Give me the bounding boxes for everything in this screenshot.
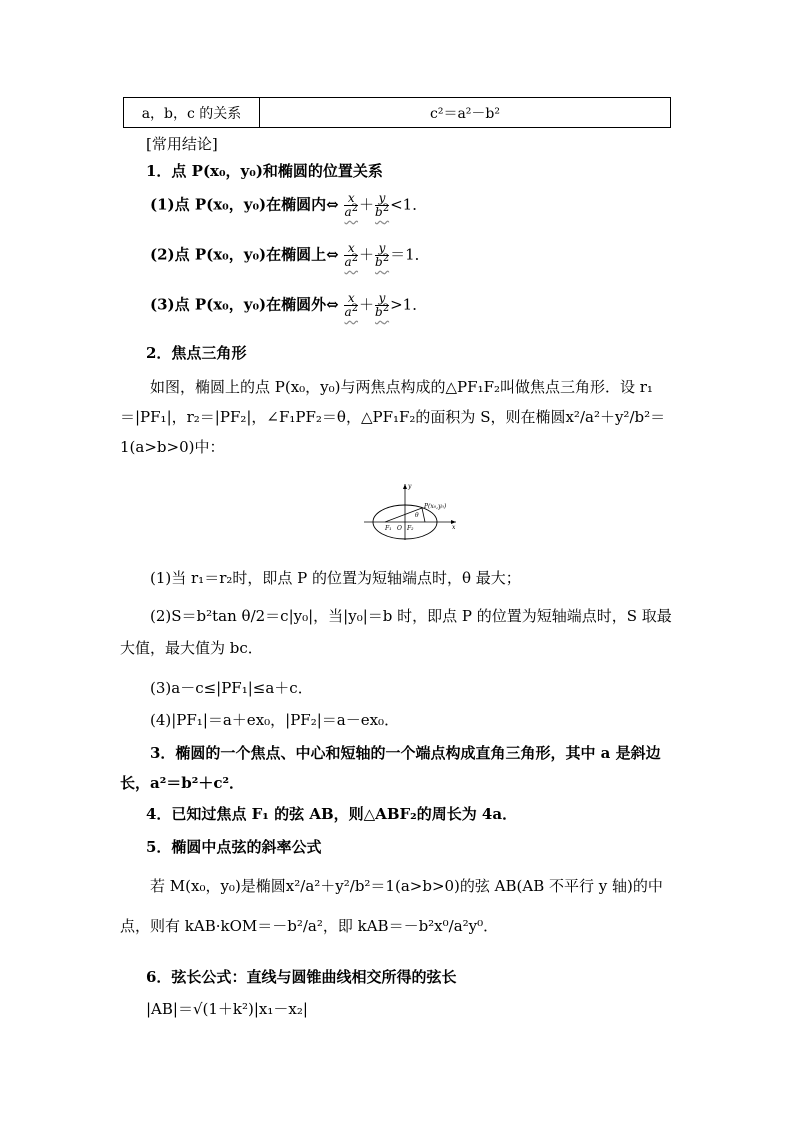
conclusion-5-title: 5．椭圆中点弦的斜率公式 — [146, 838, 322, 856]
conclusion-2-item-2: (2)S＝b²tan θ/2＝c|y₀|，当|y₀|＝b 时，即点 P 的位置为短轴端点时，S 取最大值，最大值为 bc． — [120, 607, 672, 657]
item-relation: <1． — [390, 195, 428, 214]
fraction-y-b2: $\frac{y}{b^2}$ — [375, 241, 390, 269]
table-row — [124, 98, 671, 128]
y-axis-label: y — [408, 483, 412, 490]
conclusion-2-title: 2．焦点三角形 — [146, 344, 247, 362]
chord-length-formula: |AB|＝√(1＋k²)|x₁－x₂| — [146, 1000, 308, 1018]
fraction-x-a2: $\frac{x}{a^2}$ — [344, 291, 359, 319]
origin-label: O — [397, 525, 402, 532]
item-label: (2)点 P(x₀，y₀)在椭圆上⇔ — [150, 245, 339, 264]
fraction-x-a2: $\frac{x}{a^2}$ — [344, 191, 359, 219]
f1-label: F₁ — [385, 525, 392, 532]
conclusion-2-intro: 如图，椭圆上的点 P(x₀，y₀)与两焦点构成的△PF₁F₂叫做焦点三角形．设 r₁＝|PF₁|，r₂＝|PF₂|，∠F₁PF₂＝θ，△PF₁F₂的面积为 S，则在椭圆x²/a²＋y²/b²＝1(a>b>0)中： — [120, 378, 666, 456]
conclusion-1-item-2: (2)点 P(x₀，y₀)在椭圆上⇔ $\frac{x}{a^2}$ ＋ $\frac{y}{b^2}$ ＝1． — [150, 241, 430, 269]
conclusion-2-item-3: (3)a－c≤|PF₁|≤a＋c． — [150, 679, 313, 697]
theta-label: θ — [415, 512, 419, 519]
fraction-y-b2: $\frac{y}{b^2}$ — [375, 291, 390, 319]
table-cell-right: c²＝a²－b² — [260, 98, 671, 128]
fraction-x-a2: $\frac{x}{a^2}$ — [344, 241, 359, 269]
conclusion-6-title: 6．弦长公式：直线与圆锥曲线相交所得的弦长 — [146, 968, 457, 986]
conclusion-1-title: 1．点 P(x₀，y₀)和椭圆的位置关系 — [146, 162, 383, 180]
conclusion-5-body: 若 M(x₀，y₀)是椭圆x²/a²＋y²/b²＝1(a>b>0)的弦 AB(AB 不平行 y 轴)的中点，则有 kAB·kOM＝－b²/a²，即 kAB＝－b²x⁰/a²y⁰． — [120, 877, 663, 935]
conclusion-3: 3．椭圆的一个焦点、中心和短轴的一个端点构成直角三角形，其中 a 是斜边长，a²＝b²＋c²． — [120, 744, 661, 792]
conclusion-2-item-1: (1)当 r₁＝r₂时，即点 P 的位置为短轴端点时，θ 最大； — [150, 569, 521, 587]
item-relation: ＝1． — [390, 245, 430, 264]
relation-table — [123, 97, 671, 128]
y-axis-arrow — [403, 484, 407, 489]
item-label: (3)点 P(x₀，y₀)在椭圆外⇔ — [150, 295, 339, 314]
item-relation: >1． — [390, 295, 428, 314]
section-header: [常用结论] — [146, 135, 218, 153]
point-p-label: P(x₀,y₀) — [424, 503, 447, 510]
f2-label: F₂ — [407, 525, 414, 532]
ellipse-figure — [360, 478, 462, 544]
segment-f2-p — [422, 508, 425, 522]
item-label: (1)点 P(x₀，y₀)在椭圆内⇔ — [150, 195, 339, 214]
conclusion-2-item-4: (4)|PF₁|＝a＋ex₀，|PF₂|＝a－ex₀． — [150, 711, 400, 729]
x-axis-label: x — [452, 524, 456, 531]
conclusion-1-item-3: (3)点 P(x₀，y₀)在椭圆外⇔ $\frac{x}{a^2}$ ＋ $\frac{y}{b^2}$ >1． — [150, 291, 428, 319]
conclusion-4: 4．已知过焦点 F₁ 的弦 AB，则△ABF₂的周长为 4a． — [146, 805, 518, 823]
fraction-y-b2: $\frac{y}{b^2}$ — [375, 191, 390, 219]
table-cell-left: a，b，c 的关系 — [124, 98, 260, 128]
conclusion-1-item-1: (1)点 P(x₀，y₀)在椭圆内⇔ $\frac{x}{a^2}$ ＋ $\frac{y}{b^2}$ <1． — [150, 191, 428, 219]
